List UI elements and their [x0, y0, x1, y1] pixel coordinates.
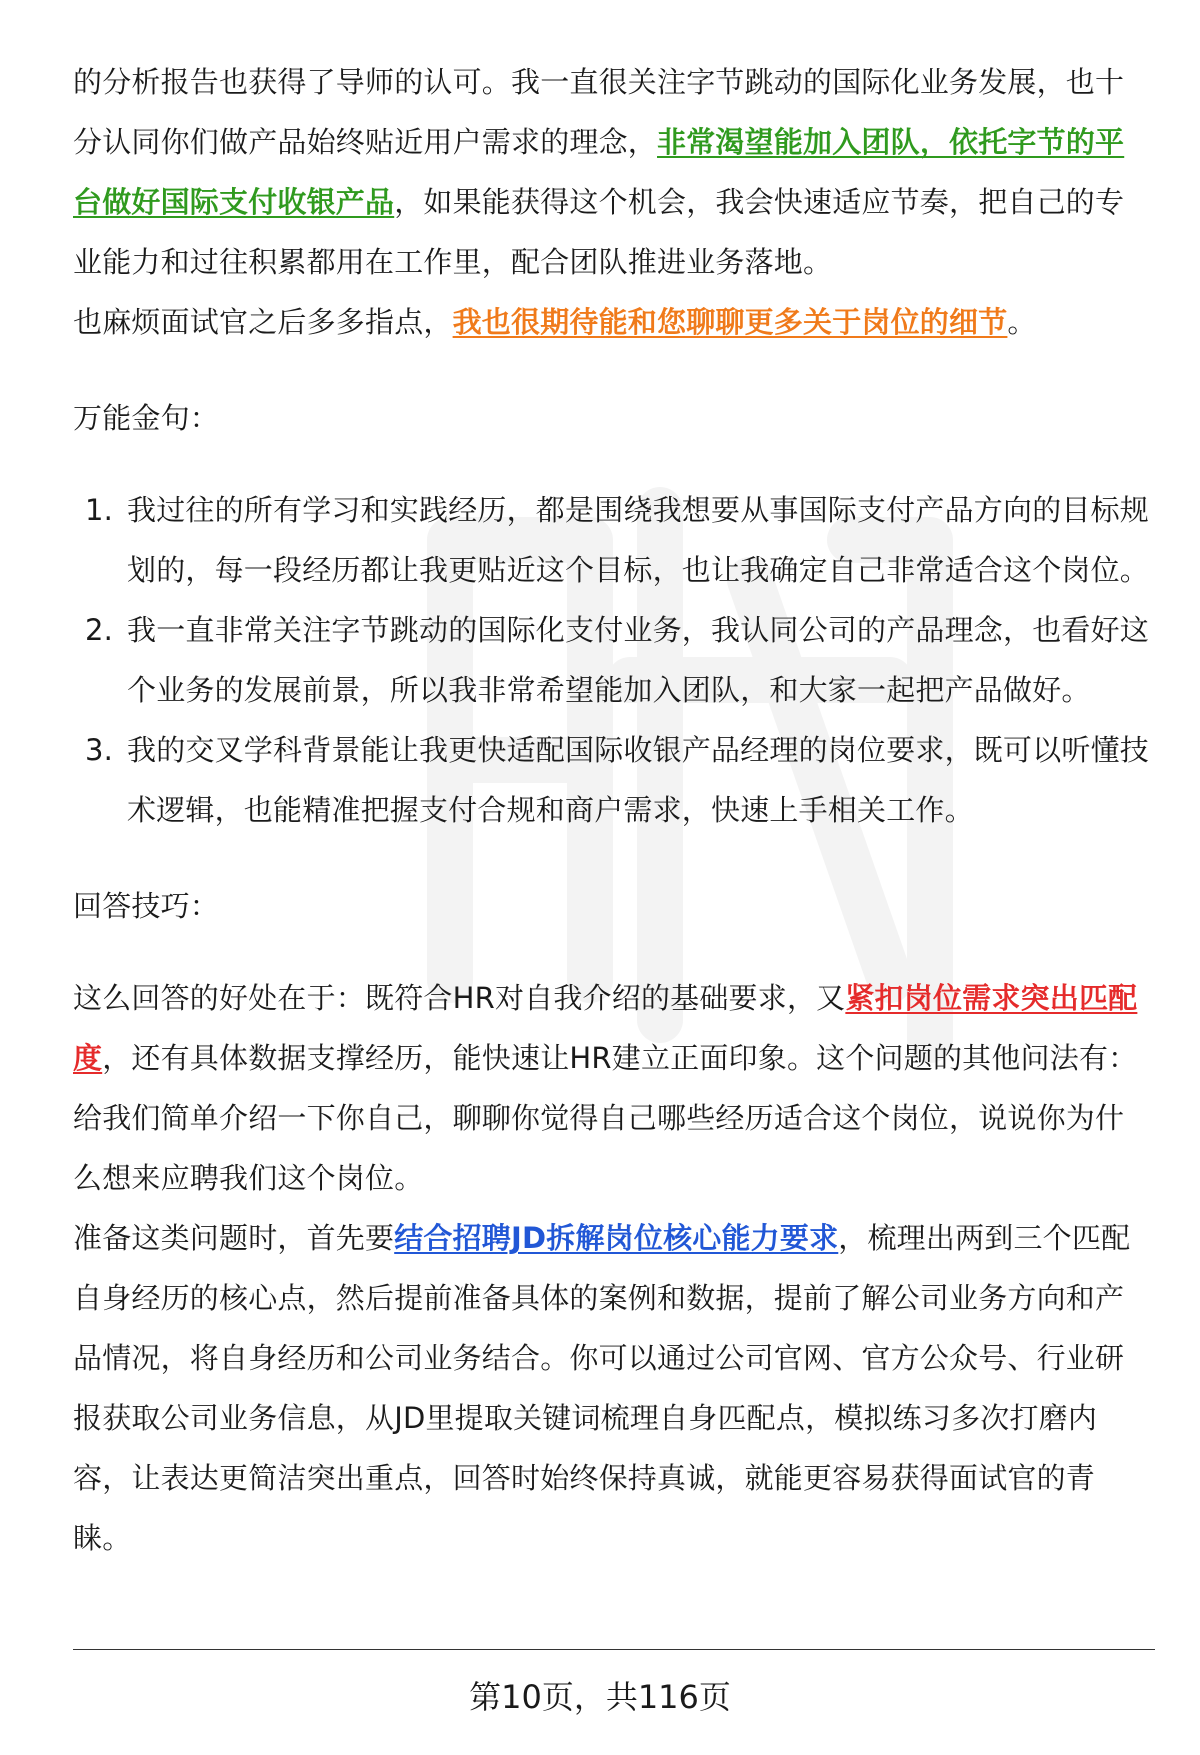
- spacer: [73, 840, 1153, 876]
- spacer: [73, 448, 1153, 480]
- list-item-number: 2.: [85, 613, 114, 647]
- closing-text-2: 。: [1007, 305, 1037, 339]
- intro-paragraph: [73, 52, 1153, 292]
- list-item-text: 我过往的所有学习和实践经历，都是围绕我想要从事国际支付产品方向的目标规划的，每一段经历都让我更贴近这个目标，也让我确定自己非常适合这个岗位。: [127, 493, 1150, 587]
- intro-highlight-green: 非常渴望能加入团队，依托字节的平台做好国际支付收银产品: [73, 125, 1125, 219]
- tips-p1-text-2: ，还有具体数据支撑经历，能快速让HR建立正面印象。这个问题的其他问法有：给我们简单介绍一下你自己，聊聊你觉得自己哪些经历适合这个岗位，说说你为什么想来应聘我们这个岗位。: [73, 1041, 1138, 1195]
- list-item-text: 我一直非常关注字节跳动的国际化支付业务，我认同公司的产品理念，也看好这个业务的发展前景，所以我非常希望能加入团队，和大家一起把产品做好。: [127, 613, 1150, 707]
- tips-heading: 回答技巧：: [73, 889, 220, 923]
- tips-p2-text-1: 准备这类问题时，首先要: [73, 1221, 395, 1255]
- list-item: [73, 600, 1153, 720]
- tips-paragraph-1: [73, 968, 1153, 1208]
- intro-text-2: ，如果能获得这个机会，我会快速适应节奏，把自己的专业能力和过往积累都用在工作里，配合团队推进业务落地。: [73, 185, 1125, 279]
- golden-list: [73, 480, 1153, 840]
- closing-line: [73, 292, 1153, 352]
- list-item-number: 1.: [85, 493, 114, 527]
- list-item: [73, 480, 1153, 600]
- spacer: [73, 936, 1153, 968]
- page-number: 第10页，共116页: [469, 1678, 731, 1716]
- tips-p1-text-1: 这么回答的好处在于：既符合HR对自我介绍的基础要求，又: [73, 981, 846, 1015]
- tips-paragraph-2: [73, 1208, 1153, 1568]
- golden-heading: 万能金句：: [73, 401, 220, 435]
- spacer: [73, 352, 1153, 388]
- closing-highlight-orange: 我也很期待能和您聊聊更多关于岗位的细节: [452, 305, 1008, 339]
- closing-text-1: 也麻烦面试官之后多多指点，: [73, 305, 453, 339]
- footer-divider: [73, 1649, 1155, 1650]
- main-content: [73, 52, 1153, 1568]
- tips-p1-highlight-red: 紧扣岗位需求突出匹配度: [73, 981, 1138, 1075]
- tips-p2-text-2: ，梳理出两到三个匹配自身经历的核心点，然后提前准备具体的案例和数据，提前了解公司业务方向和产品情况，将自身经历和公司业务结合。你可以通过公司官网、官方公众号、行业研报获取公司业务信息，从JD里提取关键词梳理自身匹配点，模拟练习多次打磨内容，让表达更简洁突出重点，回答时始终保持真诚，就能更容易获得面试官的青睐。: [73, 1221, 1131, 1555]
- intro-text-1: 的分析报告也获得了导师的认可。我一直很关注字节跳动的国际化业务发展，也十分认同你们做产品始终贴近用户需求的理念，: [73, 65, 1125, 159]
- list-item: [73, 720, 1153, 840]
- tips-p2-highlight-blue: 结合招聘JD拆解岗位核心能力要求: [394, 1221, 839, 1255]
- list-item-text: 我的交叉学科背景能让我更快适配国际收银产品经理的岗位要求，既可以听懂技术逻辑，也能精准把握支付合规和商户需求，快速上手相关工作。: [127, 733, 1150, 827]
- list-item-number: 3.: [85, 733, 114, 767]
